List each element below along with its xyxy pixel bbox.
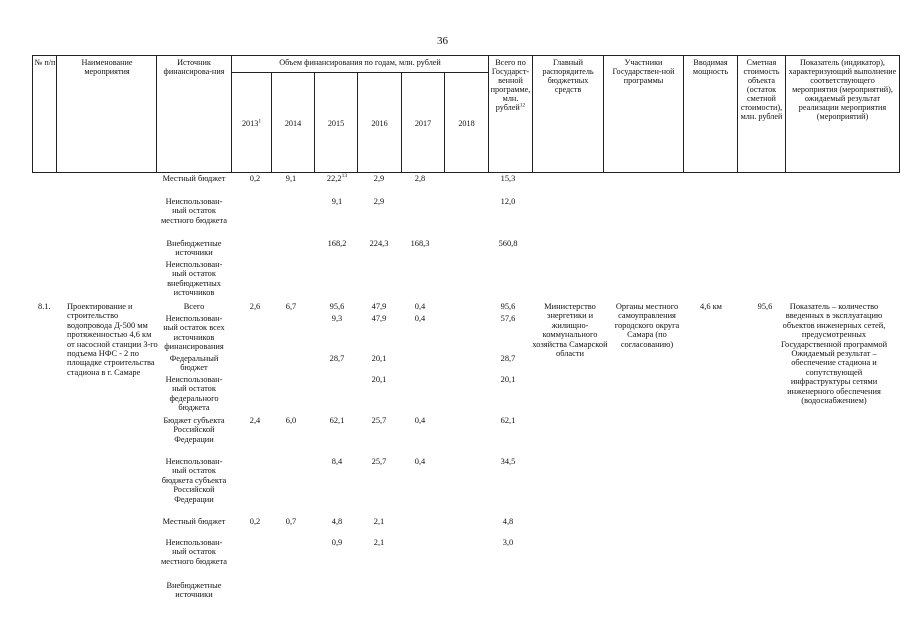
value-2017: 0,4: [414, 314, 426, 323]
value-2014: 0,7: [285, 517, 297, 526]
value-2014: 9,1: [285, 174, 297, 183]
table-header: [32, 55, 900, 173]
value-2017: 2,8: [414, 174, 426, 183]
item-manager: Министерство энергетики и жилищно-коммунального хозяйства Самарской области: [532, 302, 608, 359]
header-year-2015: 2015: [327, 119, 345, 128]
value-2015: 0,9: [331, 538, 343, 547]
value-2016: 47,9: [371, 302, 387, 311]
header-num: № п/п: [34, 58, 56, 67]
value-2017: 0,4: [414, 302, 426, 311]
value-2015: 4,8: [331, 517, 343, 526]
value-2016: 20,1: [371, 354, 387, 363]
value-2016: 25,7: [371, 457, 387, 466]
value-2015: 95,6: [329, 302, 345, 311]
value-2013: 2,4: [249, 416, 261, 425]
header-year-2013: 2013$^1$: [241, 118, 262, 128]
header-participants: Участники Государствен-ной программы: [612, 58, 675, 85]
value-total: 4,8: [502, 517, 514, 526]
value-2013: 0,2: [249, 517, 261, 526]
value-2015: 9,3: [331, 314, 343, 323]
source-cell: Неиспользован-ный остаток бюджета субъекта Российской Федерации: [161, 457, 227, 504]
value-2016: 224,3: [369, 239, 389, 248]
item-number: 8.1.: [38, 302, 51, 311]
source-cell: Местный бюджет: [162, 517, 226, 526]
value-2016: 20,1: [371, 375, 387, 384]
value-2017: 0,4: [414, 416, 426, 425]
header-manager: Главный распорядитель бюджетных средств: [542, 58, 594, 94]
value-total: 3,0: [502, 538, 514, 547]
source-cell: Федеральный бюджет: [169, 354, 219, 373]
value-total: 62,1: [500, 416, 516, 425]
source-cell: Неиспользован-ный остаток внебюджетных источников: [165, 260, 223, 298]
value-total: 57,6: [500, 314, 516, 323]
source-cell: Внебюджетные источники: [166, 581, 222, 600]
item-name: Проектирование и строительство водопровода Д-500 мм протяженностью 4,6 км от насосной станции 3-го подъема НФС - 2 по площадке строительства стадиона в г. Самаре: [67, 302, 158, 377]
header-indicator: Показатель (индикатор), характеризующий выполнение соответствующего мероприятия (мероприятий), ожидаемый результат реализации мероприятия (мероприятий): [788, 58, 897, 121]
source-cell: Местный бюджет: [162, 174, 226, 183]
value-2013: 0,2: [249, 174, 261, 183]
value-2015: 22,2$^{13}$: [326, 173, 348, 183]
source-cell: Бюджет субъекта Российской Федерации: [163, 416, 225, 444]
value-2016: 2,1: [373, 538, 385, 547]
value-2016: 2,9: [373, 197, 385, 206]
item-capacity: 4,6 км: [700, 302, 722, 311]
value-total: 28,7: [500, 354, 516, 363]
source-cell: Неиспользован-ный остаток федерального бюджета: [165, 375, 223, 413]
value-total: 15,3: [500, 174, 516, 183]
value-2015: 9,1: [331, 197, 343, 206]
value-total: 95,6: [500, 302, 516, 311]
header-capacity: Вводимая мощность: [692, 58, 729, 76]
source-cell: Неиспользован-ный остаток всех источников финансирования: [163, 314, 225, 352]
item-participants: Органы местного самоуправления городского округа Самара (по согласованию): [614, 302, 680, 349]
source-cell: Внебюджетные источники: [166, 239, 222, 258]
value-2015: 8,4: [331, 457, 343, 466]
source-cell: Всего: [183, 302, 205, 311]
value-total: 20,1: [500, 375, 516, 384]
value-2015: 168,2: [327, 239, 347, 248]
header-source: Источник финансирова-ния: [163, 58, 225, 76]
value-2016: 25,7: [371, 416, 387, 425]
value-2016: 47,9: [371, 314, 387, 323]
value-2015: 28,7: [329, 354, 345, 363]
value-2013: 2,6: [249, 302, 261, 311]
page-number: 36: [437, 35, 448, 47]
item-indicator: Показатель – количество введенных в эксплуатацию объектов инженерных сетей, предусмотренных Государственной программой Ожидаемый результат – обеспечение стадиона и сопутствующей инфраструктуры сетями инженерного обеспечения (водоснабжением): [780, 302, 888, 406]
header-total: Всего по Государст-венной программе, млн. рублей$^{12}$: [490, 58, 531, 112]
value-2015: 62,1: [329, 416, 345, 425]
header-estimate: Сметная стоимость объекта (остаток сметной стоимости), млн. рублей: [740, 58, 783, 121]
header-year-2014: 2014: [284, 119, 302, 128]
header-funding: Объем финансирования по годам, млн. рублей: [279, 58, 441, 67]
source-cell: Неиспользован-ный остаток местного бюджета: [160, 197, 227, 225]
header-name: Наименование мероприятия: [81, 58, 133, 76]
source-cell: Неиспользован-ный остаток местного бюджета: [160, 538, 227, 566]
header-year-2016: 2016: [371, 119, 388, 128]
value-total: 34,5: [500, 457, 516, 466]
value-2016: 2,9: [373, 174, 385, 183]
header-year-2017: 2017: [414, 119, 432, 128]
value-total: 12,0: [500, 197, 516, 206]
value-total: 560,8: [498, 239, 518, 248]
item-estimate: 95,6: [757, 302, 773, 311]
value-2016: 2,1: [373, 517, 385, 526]
header-year-2018: 2018: [458, 119, 475, 128]
value-2014: 6,7: [285, 302, 297, 311]
value-2017: 0,4: [414, 457, 426, 466]
value-2014: 6,0: [285, 416, 297, 425]
value-2017: 168,3: [410, 239, 430, 248]
